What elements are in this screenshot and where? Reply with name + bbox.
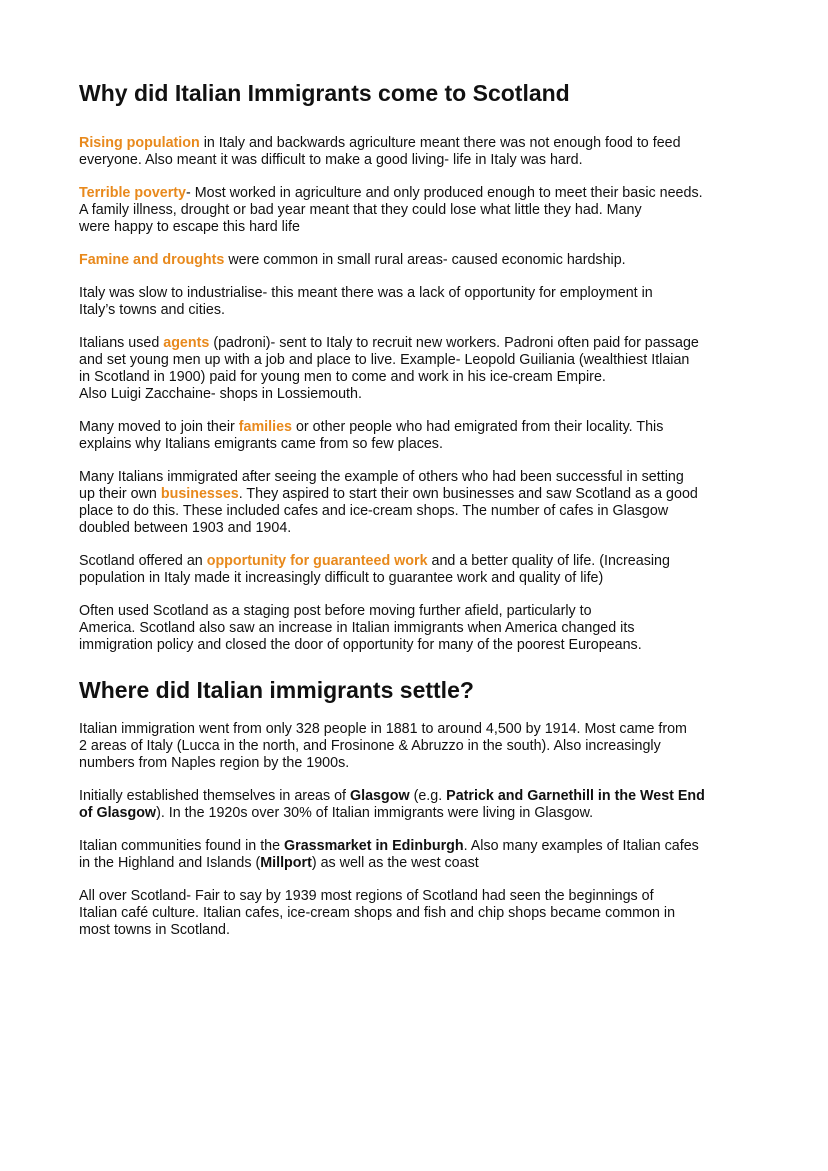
highlight-guaranteed-work: opportunity for guaranteed work — [206, 553, 428, 569]
paragraph-families — [79, 419, 759, 453]
text: . They aspired to start their own businesses and saw Scotland as a good — [238, 486, 698, 502]
text: ). In the 1920s over 30% of Italian immigrants were living in Glasgow. — [156, 805, 594, 821]
text: most towns in Scotland. — [79, 922, 230, 938]
highlight-agents: agents — [163, 335, 210, 351]
text: numbers from Naples region by the 1900s. — [79, 755, 350, 771]
text: A family illness, drought or bad year meant that they could lose what little they had. Many — [79, 202, 642, 218]
paragraph-edinburgh — [79, 838, 759, 872]
text: Italian immigration went from only 328 people in 1881 to around 4,500 by 1914. Most came from — [79, 721, 687, 737]
paragraph-famine — [79, 252, 759, 269]
text: explains why Italians emigrants came from so few places. — [79, 436, 443, 452]
text: 2 areas of Italy (Lucca in the north, and Frosinone & Abruzzo in the south). Also increasingly — [79, 738, 661, 754]
paragraph-guaranteed-work — [79, 553, 759, 587]
text: All over Scotland- Fair to say by 1939 most regions of Scotland had seen the beginnings of — [79, 888, 654, 904]
paragraph-immigration-numbers — [79, 721, 759, 772]
text: in the Highland and Islands ( — [79, 855, 261, 871]
text: up their own — [79, 486, 161, 502]
text: Initially established themselves in areas of — [79, 788, 350, 804]
text: in Scotland in 1900) paid for young men to come and work in his ice-cream Empire. — [79, 369, 606, 385]
text: and set young men up with a job and place to live. Example- Leopold Guiliania (wealthiest Itlaian — [79, 352, 690, 368]
text: everyone. Also meant it was difficult to make a good living- life in Italy was hard. — [79, 152, 583, 168]
bold-grassmarket: Grassmarket in Edinburgh — [284, 838, 464, 854]
text: or other people who had emigrated from their locality. This — [291, 419, 664, 435]
text: immigration policy and closed the door of opportunity for many of the poorest Europeans. — [79, 637, 642, 653]
paragraph-staging-post — [79, 603, 759, 654]
paragraph-industrialise — [79, 285, 759, 319]
text: America. Scotland also saw an increase in Italian immigrants when America changed its — [79, 620, 635, 636]
bold-millport: Millport — [260, 855, 312, 871]
text: Scotland offered an — [79, 553, 207, 569]
text: Many Italians immigrated after seeing the example of others who had been successful in setting — [79, 469, 684, 485]
text: ) as well as the west coast — [311, 855, 479, 871]
paragraph-terrible-poverty — [79, 185, 759, 236]
text: Italy’s towns and cities. — [79, 302, 225, 318]
text: place to do this. These included cafes and ice-cream shops. The number of cafes in Glasgow — [79, 503, 669, 519]
text: Also Luigi Zacchaine- shops in Lossiemouth. — [79, 386, 362, 402]
bold-glasgow: Glasgow — [350, 788, 410, 804]
text: Italy was slow to industrialise- this meant there was a lack of opportunity for employment in — [79, 285, 653, 301]
bold-patrick-garnethill: Patrick and Garnethill in the West End — [446, 788, 705, 804]
paragraph-rising-population — [79, 135, 759, 169]
highlight-families: families — [238, 419, 292, 435]
text: - Most worked in agriculture and only produced enough to meet their basic needs. — [186, 185, 703, 201]
paragraph-agents — [79, 335, 759, 403]
text: were common in small rural areas- caused economic hardship. — [224, 252, 626, 268]
highlight-businesses: businesses — [160, 486, 239, 502]
text: doubled between 1903 and 1904. — [79, 520, 292, 536]
text: (padroni)- sent to Italy to recruit new workers. Padroni often paid for passage — [209, 335, 699, 351]
document-page — [79, 76, 759, 955]
text: . Also many examples of Italian cafes — [463, 838, 699, 854]
page-title: Why did Italian Immigrants come to Scotland — [79, 80, 570, 106]
paragraph-glasgow — [79, 788, 759, 822]
section-title: Where did Italian immigrants settle? — [79, 677, 474, 703]
paragraph-businesses — [79, 469, 759, 537]
text: Italian communities found in the — [79, 838, 285, 854]
bold-of-glasgow: of Glasgow — [79, 805, 157, 821]
text: were happy to escape this hard life — [79, 219, 300, 235]
text: in Italy and backwards agriculture meant there was not enough food to feed — [199, 135, 681, 151]
text: Many moved to join their — [79, 419, 239, 435]
paragraph-cafe-culture — [79, 888, 759, 939]
highlight-terrible-poverty: Terrible poverty — [79, 185, 186, 201]
highlight-famine: Famine and droughts — [79, 252, 225, 268]
text: (e.g. — [409, 788, 447, 804]
highlight-rising-population: Rising population — [79, 135, 200, 151]
text: Italian café culture. Italian cafes, ice-cream shops and fish and chip shops became common in — [79, 905, 676, 921]
text: and a better quality of life. (Increasing — [427, 553, 670, 569]
text: Often used Scotland as a staging post before moving further afield, particularly to — [79, 603, 592, 619]
text: Italians used — [79, 335, 164, 351]
text: population in Italy made it increasingly difficult to guarantee work and quality of life) — [79, 570, 604, 586]
